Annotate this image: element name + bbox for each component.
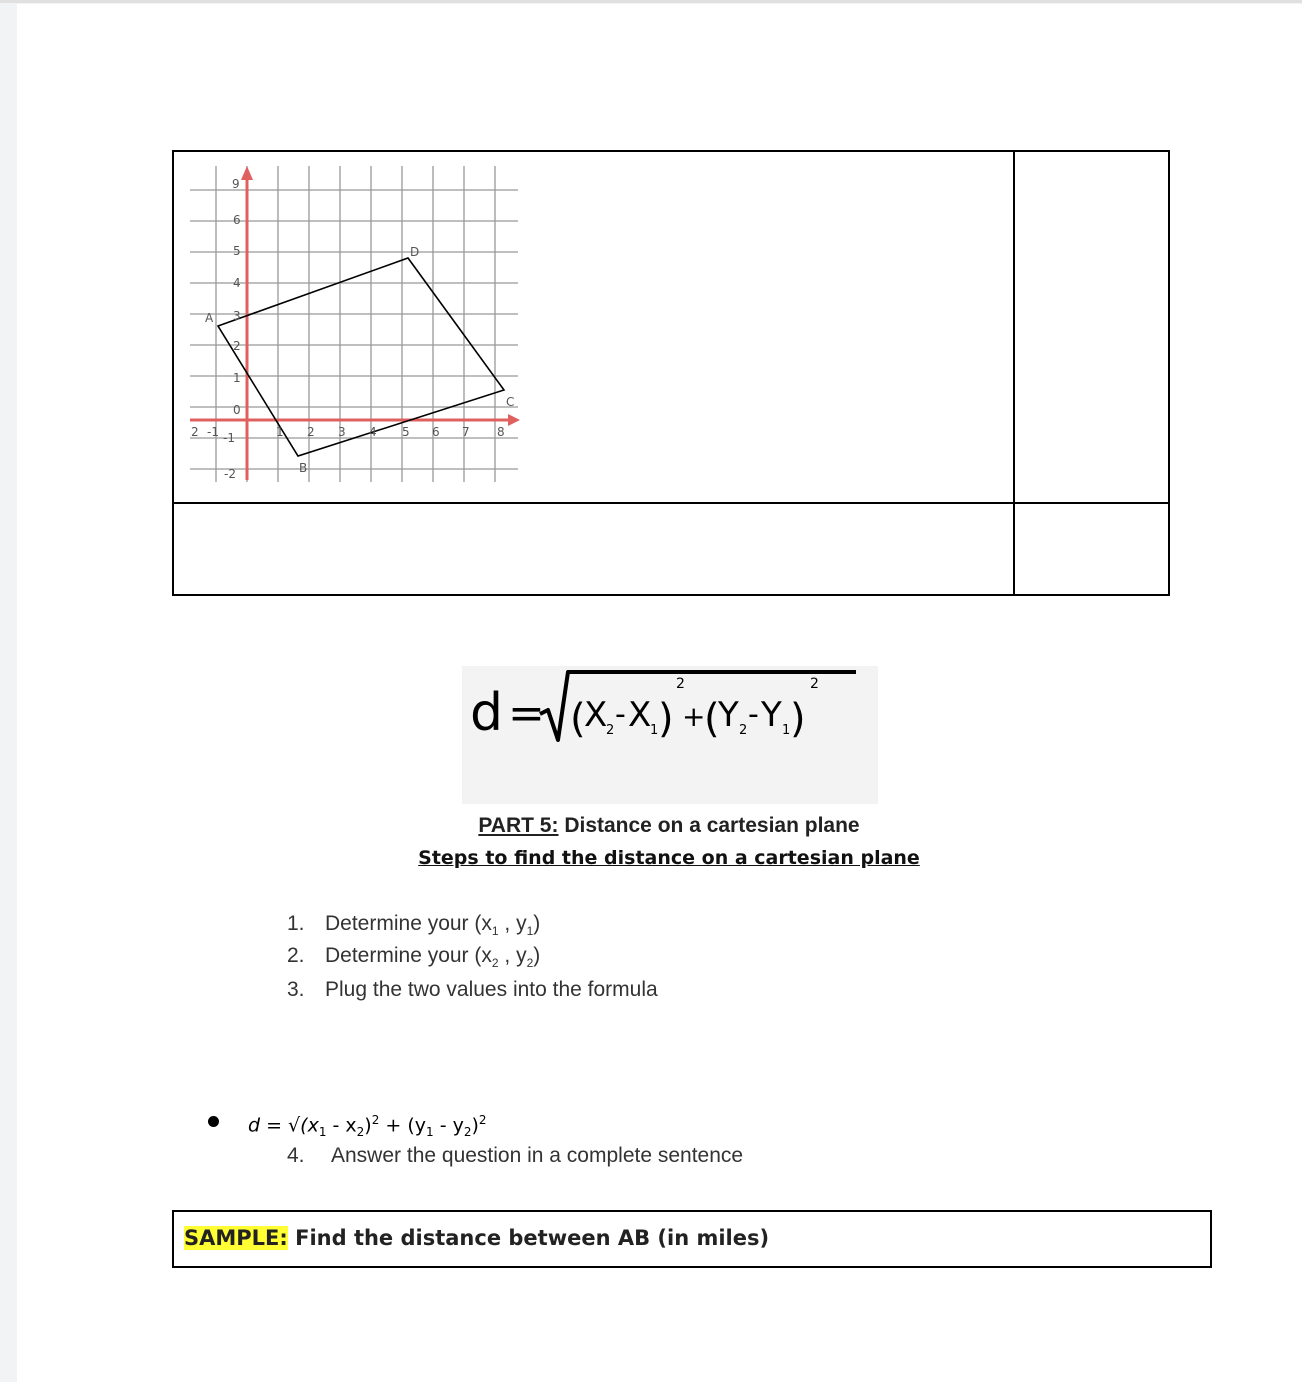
point-label-c: C [506, 395, 515, 409]
sample-question [184, 1226, 769, 1250]
y-label: 9 [232, 177, 240, 191]
y-label: 4 [233, 276, 241, 290]
point-label-d: D [410, 245, 420, 259]
list-text: Answer the question in a complete sentence [331, 1144, 744, 1167]
formula-x2: X [584, 695, 608, 735]
list-text: Plug the two values into the formula [325, 978, 658, 1001]
formula-paren: ( [570, 696, 586, 742]
toolbar-divider [0, 0, 1302, 3]
y-label: -1 [223, 431, 235, 445]
x-label: 6 [432, 425, 440, 439]
x-label: 3 [338, 425, 346, 439]
formula-paren: ( [704, 696, 720, 742]
y-label: -2 [224, 467, 236, 481]
y-label: 5 [233, 244, 241, 258]
distance-formula-image [462, 666, 878, 804]
list-number: 3. [287, 978, 305, 1001]
y-label: 1 [233, 371, 241, 385]
x-label: 2 [307, 425, 315, 439]
x-label: 7 [462, 425, 470, 439]
part-subtitle: Steps to find the distance on a cartesian plane [418, 847, 920, 869]
formula-y1-sub: 1 [782, 723, 791, 738]
formula-exp: 2 [810, 676, 819, 692]
formula-paren: ) [658, 696, 674, 742]
distance-equation: $d = √(x_1 - x_2)^2 + (y_1 - y_2)^2$ [248, 1113, 487, 1140]
y-label: 3 [233, 309, 241, 323]
formula-minus: - [748, 697, 759, 732]
formula-x1: X [628, 695, 652, 735]
list-text: Determine your ($x_1$ , $y_1$) [325, 912, 541, 939]
list-number: 1. [287, 912, 305, 935]
cartesian-graph [186, 160, 526, 490]
list-number: 4. [287, 1144, 305, 1167]
sample-text: Find the distance between AB (in miles) [287, 1226, 770, 1250]
formula-exp: 2 [676, 676, 685, 692]
y-axis-arrow [241, 166, 253, 180]
formula-d: d [470, 683, 504, 743]
part-heading [0, 814, 1302, 838]
y-label: 0 [233, 403, 241, 417]
x-label: 4 [369, 425, 377, 439]
bullet-dot [208, 1116, 219, 1127]
part-label: PART 5: [478, 814, 559, 837]
graph-table [172, 150, 1170, 596]
x-axis-arrow [508, 414, 520, 426]
x-label: -1 [207, 425, 219, 439]
formula-paren: ) [790, 696, 806, 742]
table-row-divider [174, 502, 1168, 504]
formula-minus: - [615, 697, 626, 732]
table-column-divider [1013, 152, 1015, 594]
point-label-b: B [299, 461, 308, 475]
point-label-a: A [205, 311, 214, 325]
formula-x2-sub: 2 [606, 723, 615, 738]
formula-y2: Y [718, 695, 739, 735]
formula-equals: = [508, 688, 545, 739]
list-text: Determine your ($x_2$ , $y_2$) [325, 944, 541, 971]
formula-plus: + [682, 700, 706, 733]
x-label: 2 [191, 425, 199, 439]
formula-y2-sub: 2 [739, 723, 748, 738]
x-label: 8 [497, 425, 505, 439]
formula-x1-sub: 1 [650, 723, 659, 738]
part-title: Distance on a cartesian plane [564, 814, 860, 837]
y-label: 2 [233, 339, 241, 353]
formula-y1: Y [761, 695, 782, 735]
list-number: 2. [287, 944, 305, 967]
sample-table [172, 1210, 1212, 1268]
sample-label: SAMPLE: [184, 1226, 288, 1250]
formula-drawing [462, 666, 878, 804]
x-label: 1 [276, 425, 284, 439]
y-label: 6 [233, 213, 241, 227]
x-label: 5 [402, 425, 410, 439]
